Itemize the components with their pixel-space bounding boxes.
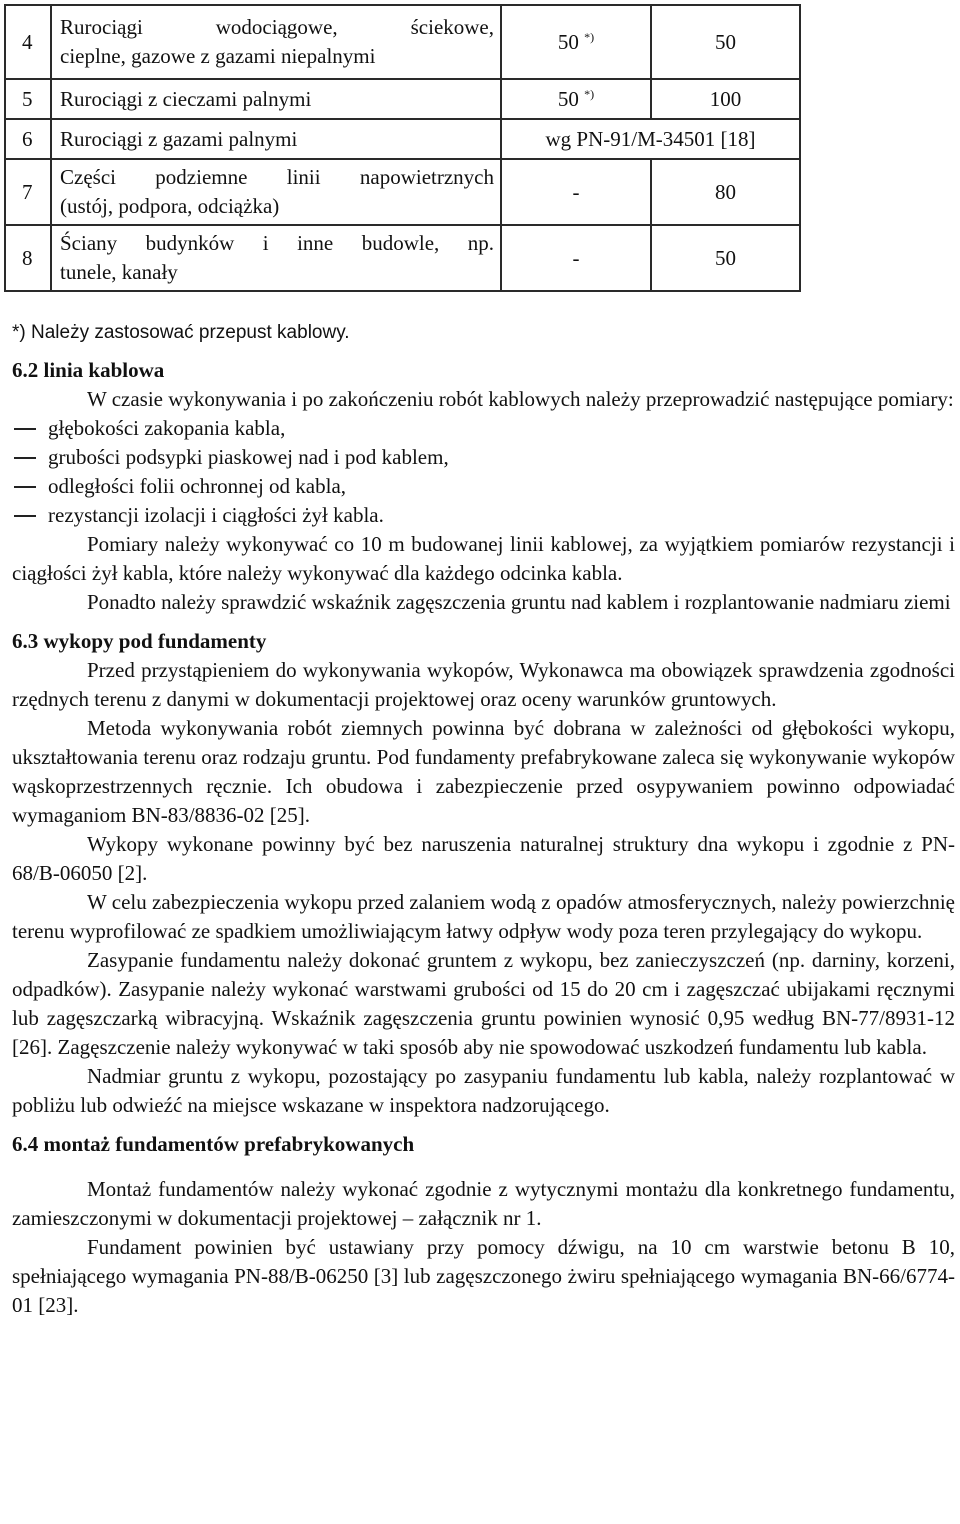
paragraph: Pomiary należy wykonywać co 10 m budowanej linii kablowej, za wyjątkiem pomiarów rezystancji i ciągłości żył kabla, które należy wykonywać dla każdego odcinka kabla. xyxy=(12,532,955,585)
table-row xyxy=(5,5,800,79)
row-name xyxy=(51,225,501,291)
row-number: 8 xyxy=(5,225,51,291)
row-name-line: cieplne, gazowe z gazami niepalnymi xyxy=(60,44,376,68)
paragraph: Metoda wykonywania robót ziemnych powinna być dobrana w zależności od głębokości wykopu, ukształtowania terenu oraz rodzaju gruntu. Pod fundamenty prefabrykowane zaleca się wykonywanie wykopów wąskoprzestrzennych ręcznie. Ich obudowa i zabezpieczenie przed osypywaniem powinno odpowiadać wymaganiom BN-83/8836-02 [25]. xyxy=(12,716,955,827)
paragraph: W celu zabezpieczenia wykopu przed zalaniem wodą z opadów atmosferycznych, należy powierzchnię terenu wyprofilować ze spadkiem umożliwiającym łatwy odpływ wody poza teren przylegający do wykopu. xyxy=(12,890,955,943)
footnote-mark: *) xyxy=(584,86,595,101)
paragraph: Ponadto należy sprawdzić wskaźnik zagęszczenia gruntu nad kablem i rozplantowanie nadmiaru ziemi xyxy=(87,590,951,614)
row-value-1: - xyxy=(501,159,651,225)
paragraph: W czasie wykonywania i po zakończeniu robót kablowych należy przeprowadzić następujące pomiary: xyxy=(87,387,954,411)
table-row xyxy=(5,159,800,225)
distance-table xyxy=(4,4,801,292)
document-body xyxy=(12,356,955,1320)
list-item-text: rezystancji izolacji i ciągłości żył kabla. xyxy=(48,503,384,527)
paragraph: Wykopy wykonane powinny być bez naruszenia naturalnej struktury dna wykopu i zgodnie z PN-68/B-06050 [2]. xyxy=(12,832,955,885)
list-item xyxy=(12,414,955,443)
paragraph: Montaż fundamentów należy wykonać zgodnie z wytycznymi montażu dla konkretnego fundamentu, zamieszczonymi w dokumentacji projektowej – załącznik nr 1. xyxy=(12,1177,955,1230)
row-value-2: 100 xyxy=(651,79,800,119)
row-value-1 xyxy=(501,5,651,79)
row-number: 4 xyxy=(5,5,51,79)
row-name: Rurociągi z cieczami palnymi xyxy=(51,79,501,119)
list-item-text: odległości folii ochronnej od kabla, xyxy=(48,474,347,498)
row-number: 6 xyxy=(5,119,51,159)
row-name: Rurociągi z gazami palnymi xyxy=(51,119,501,159)
row-value-2: 80 xyxy=(651,159,800,225)
dash-marker xyxy=(14,428,36,430)
value-text: 50 xyxy=(557,86,579,111)
section-6-2 xyxy=(12,356,955,617)
footnote-mark: *) xyxy=(584,29,595,44)
table-row xyxy=(5,79,800,119)
dash-marker xyxy=(14,486,36,488)
paragraph: Nadmiar gruntu z wykopu, pozostający po zasypaniu fundamentu lub kabla, należy rozplantować w pobliżu lub odwieźć na miejsce wskazane w inspektora nadzorującego. xyxy=(12,1064,955,1117)
paragraph: Fundament powinien być ustawiany przy pomocy dźwigu, na 10 cm warstwie betonu B 10, spełniającego wymagania PN-88/B-06250 [3] lub zagęszczonego żwiru spełniającego wymagania BN-66/6774-01 [23]. xyxy=(12,1235,955,1317)
row-name-line: tunele, kanały xyxy=(60,260,178,284)
table-footnote: *) Należy zastosować przepust kablowy. xyxy=(12,322,350,343)
list-item xyxy=(12,472,955,501)
row-value-2: 50 xyxy=(651,5,800,79)
row-number: 5 xyxy=(5,79,51,119)
row-name xyxy=(51,5,501,79)
row-name-line: Części podziemne linii napowietrznych xyxy=(60,165,494,189)
list-item xyxy=(12,443,955,472)
list-item-text: grubości podsypki piaskowej nad i pod kablem, xyxy=(48,445,449,469)
section-heading: 6.2 linia kablowa xyxy=(12,358,165,382)
row-name-line: Rurociągi wodociągowe, ściekowe, xyxy=(60,15,494,39)
list-item-text: głębokości zakopania kabla, xyxy=(48,416,286,440)
row-name-line: (ustój, podpora, odciążka) xyxy=(60,194,280,218)
value-text: 50 xyxy=(557,29,579,54)
table-row xyxy=(5,225,800,291)
section-heading: 6.4 montaż fundamentów prefabrykowanych xyxy=(12,1132,415,1156)
section-heading: 6.3 wykopy pod fundamenty xyxy=(12,629,267,653)
dash-marker xyxy=(14,515,36,517)
row-value-1 xyxy=(501,79,651,119)
paragraph: Zasypanie fundamentu należy dokonać gruntem z wykopu, bez zanieczyszczeń (np. darniny, korzeni, odpadków). Zasypanie należy wykonać warstwami grubości od 15 do 20 cm i zagęszczać ubijakami ręcznymi lub zagęszczarką wibracyjną. Wskaźnik zagęszczenia gruntu powinien wynosić 0,95 według BN-77/8931-12 [26]. Zagęszczenie należy wykonywać w taki sposób aby nie spowodować uszkodzeń fundamentu lub kabla. xyxy=(12,948,955,1059)
row-number: 7 xyxy=(5,159,51,225)
row-name-line: Ściany budynków i inne budowle, np. xyxy=(60,231,494,255)
row-value-2: 50 xyxy=(651,225,800,291)
paragraph: Przed przystąpieniem do wykonywania wykopów, Wykonawca ma obowiązek sprawdzenia zgodności rzędnych terenu z danymi w dokumentacji projektowej oraz oceny warunków gruntowych. xyxy=(12,658,955,711)
row-value-1: - xyxy=(501,225,651,291)
row-name xyxy=(51,159,501,225)
row-value-merged: wg PN-91/M-34501 [18] xyxy=(501,119,800,159)
table-row xyxy=(5,119,800,159)
section-6-3 xyxy=(12,627,955,1120)
dash-marker xyxy=(14,457,36,459)
list-item xyxy=(12,501,955,530)
section-6-4 xyxy=(12,1130,955,1320)
